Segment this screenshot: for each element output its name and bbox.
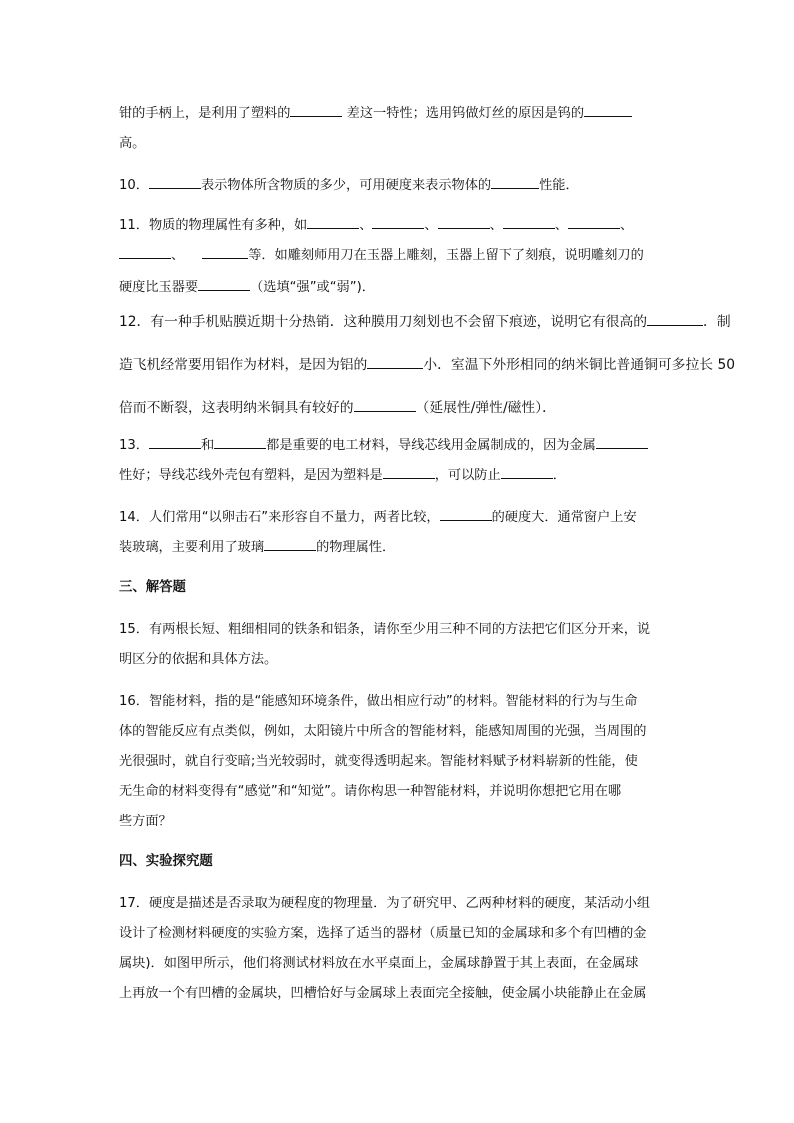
text-line (119, 924, 647, 944)
text: 等．如雕刻师用刀在玉器上雕刻，玉器上留下了刻痕，说明雕刻刀的 (248, 248, 644, 263)
text-line (119, 134, 145, 154)
text-line (119, 466, 566, 486)
answer-blank (354, 399, 416, 412)
text: 表示物体所含物质的多少，可用硬度来表示物体的 (200, 178, 492, 193)
text-line (119, 538, 395, 558)
question-12 (119, 312, 731, 332)
text: 体的智能反应有点类似，例如，太阳镜片中所含的智能材料，能感知周围的光强，当周围的 (119, 724, 647, 739)
text: 的物理属性． (316, 540, 396, 555)
answer-blank (503, 216, 555, 229)
text-line (119, 246, 644, 266)
text: 、 (359, 218, 373, 233)
question-15 (119, 620, 650, 640)
answer-blank (372, 216, 424, 229)
answer-blank (568, 216, 620, 229)
text: 钳的手柄上，是利用了塑料的 (119, 106, 291, 121)
text-line (119, 984, 647, 1004)
text: 17．硬度是描述是否录取为硬程度的物理量．为了研究甲、乙两种材料的硬度，某活动小组 (119, 896, 651, 911)
text: 高。 (119, 136, 146, 151)
text: 性好；导线芯线外壳包有塑料，是因为塑料是 (119, 468, 383, 483)
text: 明区分的依据和具体方法。 (119, 652, 278, 667)
answer-blank (491, 176, 539, 189)
answer-blank (383, 466, 435, 479)
text-line (119, 650, 277, 670)
text: 倍而不断裂，这表明纳米铜具有较好的 (119, 400, 354, 416)
answer-blank (290, 104, 342, 117)
question-10 (119, 176, 579, 196)
question-13 (119, 436, 648, 456)
answer-blank (584, 104, 632, 117)
text: ． (552, 468, 566, 483)
text: 、 (489, 218, 503, 233)
text: ．制 (703, 314, 731, 330)
text: 性能． (539, 178, 579, 193)
text: 上再放一个有凹槽的金属块，凹槽恰好与金属球上表面完全接触，使金属小块能静止在金属 (119, 986, 647, 1001)
text: 属块)．如图甲所示，他们将测试材料放在水平桌面上，金属球静置于其上表面，在金属球 (119, 956, 639, 971)
text: 、 (619, 218, 634, 233)
text: 、 (171, 248, 185, 263)
text: 光很强时，就自行变暗;当光较弱时，就变得透明起来。智能材料赋予材料崭新的性能，使 (119, 754, 638, 769)
answer-blank (264, 538, 316, 551)
text: 11．物质的物理属性有多种，如 (119, 218, 308, 233)
text-line (119, 782, 621, 802)
answer-blank (440, 508, 492, 521)
answer-blank (198, 278, 250, 291)
section-heading-short-answer (119, 578, 186, 598)
text: 小．室温下外形相同的纳米铜比普通铜可多拉长 50 (423, 357, 736, 373)
text: 装玻璃，主要利用了玻璃 (119, 540, 265, 555)
answer-blank (214, 436, 266, 449)
answer-blank (438, 216, 490, 229)
text: （选填“强”或“弱”)． (250, 280, 375, 295)
text: 14．人们常用“以卵击石”来形容自不量力，两者比较， (119, 510, 440, 525)
answer-blank (647, 313, 703, 326)
question-16 (119, 692, 637, 712)
answer-blank (149, 176, 201, 189)
answer-blank (367, 356, 423, 369)
answer-blank (501, 466, 553, 479)
text: 造飞机经常要用铝作为材料，是因为铝的 (119, 357, 368, 373)
text-line (119, 752, 638, 772)
question-number: 10． (119, 178, 149, 193)
text-line (119, 278, 375, 298)
text: 硬度比玉器要 (119, 280, 199, 295)
answer-blank (149, 436, 201, 449)
text: 16．智能材料，指的是“能感知环境条件，做出相应行动”的材料。智能材料的行为与生命 (119, 694, 638, 709)
text: 些方面？ (119, 814, 172, 829)
text: （延展性/弹性/磁性）． (415, 400, 556, 416)
answer-blank (119, 246, 171, 259)
heading-text: 三、解答题 (119, 580, 186, 595)
text-line (119, 104, 632, 124)
text: 15．有两根长短、粗细相同的铁条和铝条，请你至少用三种不同的方法把它们区分开来，说 (119, 622, 651, 637)
text: 差这一特性；选用钨做灯丝的原因是钨的 (342, 106, 585, 121)
text-line (119, 954, 638, 974)
text: 的硬度大．通常窗户上安 (491, 510, 637, 525)
section-heading-experiment (119, 852, 213, 872)
text: 、 (424, 218, 438, 233)
text: 设计了检测材料硬度的实验方案，选择了适当的器材（质量已知的金属球和多个有凹槽的金 (119, 926, 647, 941)
text-line (119, 812, 172, 832)
answer-blank (202, 246, 248, 259)
text: 和 (200, 438, 215, 453)
text: 无生命的材料变得有“感觉”和“知觉”。请你构思一种智能材料，并说明你想把它用在哪 (119, 784, 622, 799)
text-line (119, 722, 647, 742)
text-line (119, 398, 556, 418)
text: 、 (554, 218, 568, 233)
text: ，可以防止 (434, 468, 501, 483)
text-line (119, 355, 735, 375)
heading-text: 四、实验探究题 (119, 854, 213, 869)
text: 12．有一种手机贴膜近期十分热销．这种膜用刀刻划也不会留下痕迹，说明它有很高的 (119, 314, 648, 330)
question-number: 13． (119, 438, 149, 453)
question-11 (119, 216, 633, 236)
answer-blank (307, 216, 359, 229)
question-17 (119, 894, 650, 914)
answer-blank (596, 436, 648, 449)
text: 都是重要的电工材料，导线芯线用金属制成的，因为金属 (266, 438, 596, 453)
question-14 (119, 508, 637, 528)
